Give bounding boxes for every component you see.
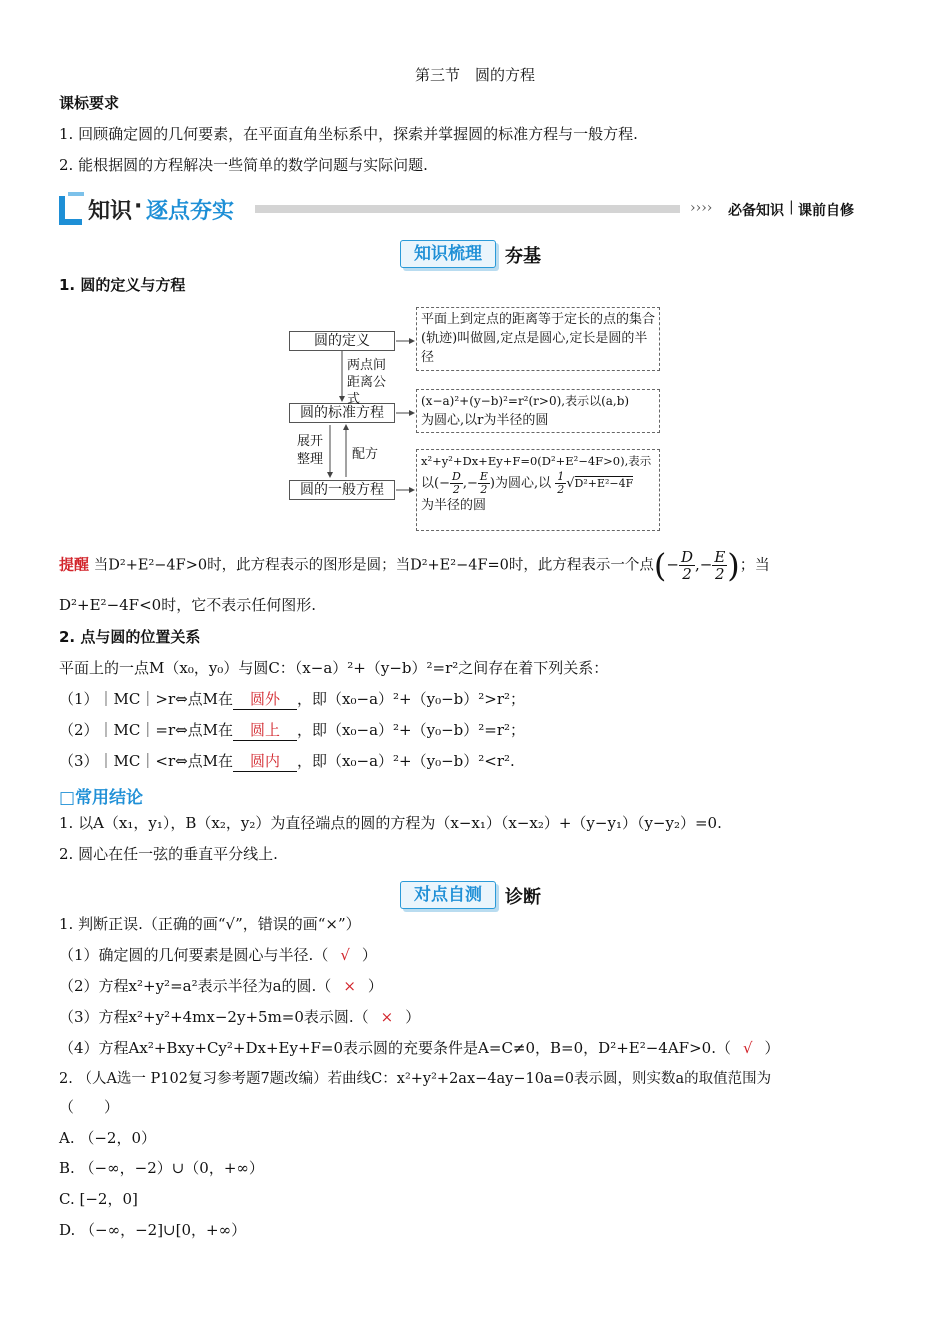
blank-on: 圆上 (233, 720, 297, 741)
diagram-arrow12-label: 两点间距离公式 (347, 358, 387, 407)
blank-inside: 圆内 (233, 751, 297, 772)
diagram-general-text (416, 449, 660, 531)
changyong-heading: □常用结论 (59, 788, 144, 808)
banner-arrows: ›››› (690, 200, 713, 216)
diagram-general-eq: x²+y²+Dx+Ey+F=0(D²+E²−4F>0),表示 (421, 454, 652, 468)
kebiao-item-2: 2. 能根据圆的方程解决一些简单的数学问题与实际问题. (59, 156, 428, 174)
kebiao-heading: 课标要求 (59, 94, 120, 112)
judge-3-answer: × (380, 1008, 394, 1026)
tixing-line1: 提醒 当D²+E²−4F>0时，此方程表示的图形是圆；当D²+E²−4F=0时，此方程表示一个点(− $\frac{D}{2}$ ,− $\frac{E}{2}$ )；当 (59, 546, 770, 585)
tixing-frac-d: $\frac{D}{2}$ (680, 548, 693, 583)
zice-q2-line2: （ ） (59, 1098, 120, 1116)
zice-q2-line1: 2. （人A选一 P102复习参考题7题改编）若曲线C：x²+y²+2ax−4ay−10a=0表示圆，则实数a的取值范围为 (59, 1071, 772, 1087)
judge-3: （3）方程x²+y²+4mx−2y+5m=0表示圆.（ × ） (59, 1008, 421, 1026)
diagram-arrow23-label: 展开整理 (297, 434, 324, 467)
diagram-box-general: 圆的一般方程 (289, 480, 395, 500)
banner-corner-icon (58, 192, 86, 228)
judge-1: （1）确定圆的几何要素是圆心与半径.（ √ ） (59, 946, 377, 964)
banner-right: 逐点夯实 (146, 199, 235, 224)
diagram (280, 305, 670, 535)
banner-tag2: 课前自修 (798, 203, 854, 219)
banner-left: 知识 (88, 199, 133, 224)
sec2-item-3: （3）｜MC｜<r⇔点M在 圆内 ，即（x₀−a）²+（y₀−b）²<r². (59, 752, 515, 770)
kebiao-item-1: 1. 回顾确定圆的几何要素，在平面直角坐标系中，探索并掌握圆的标准方程与一般方程. (59, 125, 638, 143)
banner-sep: | (789, 199, 794, 215)
diagram-general-center: 以(− $\frac{D}{2}$ ,− $\frac{E}{2}$ )为圆心,以 $\frac{1}{2}$ √D²+E²−4F (421, 470, 634, 496)
diagram-arrows (280, 305, 420, 535)
blank-outside: 圆外 (233, 689, 297, 710)
diagram-standard-text (416, 389, 660, 433)
judge-2-answer: × (343, 977, 356, 995)
diagram-general-tail: 为半径的圆 (421, 498, 487, 513)
option-d: D. （−∞，−2]∪[0，+∞） (59, 1221, 247, 1239)
sub2-badge: 对点自测 (400, 881, 496, 909)
option-c: C. [−2，0] (59, 1190, 138, 1208)
tixing-text2: ；当 (739, 555, 770, 574)
option-a: A. （−2，0） (59, 1129, 157, 1147)
judge-1-answer: √ (340, 946, 350, 964)
diagram-general-sqrt: D²+E²−4F (574, 477, 634, 490)
judge-4: （4）方程Ax²+Bxy+Cy²+Dx+Ey+F=0表示圆的充要条件是A=C≠0，B=0，D²+E²−4AF>0.（ √ ） (59, 1039, 780, 1057)
tixing-text1: 当D²+E²−4F>0时，此方程表示的图形是圆；当D²+E²−4F=0时，此方程表示一个点 (93, 557, 654, 574)
diagram-standard-tail: 为圆心,以r为半径的圆 (421, 413, 549, 428)
diagram-frac-half: $\frac{1}{2}$ (557, 470, 565, 496)
sec2-item-1: （1）｜MC｜>r⇔点M在 圆外 ，即（x₀−a）²+（y₀−b）²>r²； (59, 690, 526, 708)
sub1-after: 夯基 (505, 246, 541, 267)
banner-tag1: 必备知识 (728, 203, 784, 219)
diagram-general-mid2: 为圆心,以 (494, 476, 552, 491)
diagram-frac-d: $\frac{D}{2}$ (451, 470, 461, 496)
sec2-heading: 2. 点与圆的位置关系 (59, 628, 201, 646)
tixing-line2: D²+E²−4F<0时，它不表示任何图形. (59, 596, 316, 614)
page-title: 第三节 圆的方程 (414, 66, 535, 84)
sec2-intro: 平面上的一点M（x₀，y₀）与圆C：（x−a）²+（y−b）²=r²之间存在着下列关系： (59, 659, 609, 677)
sec2-item-2: （2）｜MC｜=r⇔点M在 圆上 ，即（x₀−a）²+（y₀−b）²=r²； (59, 721, 526, 739)
banner-dot: · (134, 194, 143, 219)
diagram-box-definition: 圆的定义 (289, 331, 395, 351)
zice-q1: 1. 判断正误.（正确的画“√”，错误的画“×”） (59, 915, 361, 933)
diagram-box-standard: 圆的标准方程 (289, 403, 395, 423)
diagram-standard-eq: (x−a)²+(y−b)²=r²(r>0),表示以(a,b) (421, 394, 630, 408)
sub1-badge: 知识梳理 (400, 240, 496, 268)
banner-bar (255, 205, 680, 213)
diagram-general-mid1: 以 (421, 476, 435, 491)
option-b: B. （−∞，−2）∪（0，+∞） (59, 1159, 264, 1177)
judge-4-answer: √ (742, 1039, 753, 1057)
diagram-frac-e: $\frac{E}{2}$ (479, 470, 488, 496)
diagram-definition-text: 平面上到定点的距离等于定长的点的集合(轨迹)叫做圆,定点是圆心,定长是圆的半径 (416, 307, 660, 371)
changyong-item-1: 1. 以A（x₁，y₁），B（x₂，y₂）为直径端点的圆的方程为（x−x₁）（x−x₂）+（y−y₁）（y−y₂）=0. (59, 814, 722, 832)
changyong-item-2: 2. 圆心在任一弦的垂直平分线上. (59, 845, 278, 863)
sec1-heading: 1. 圆的定义与方程 (59, 276, 186, 294)
sub2-after: 诊断 (505, 887, 541, 908)
diagram-arrow32-label: 配方 (352, 447, 379, 462)
judge-2: （2）方程x²+y²=a²表示半径为a的圆.（ × ） (59, 977, 383, 995)
tixing-label: 提醒 (59, 555, 90, 574)
tixing-frac-e: $\frac{E}{2}$ (714, 548, 726, 583)
